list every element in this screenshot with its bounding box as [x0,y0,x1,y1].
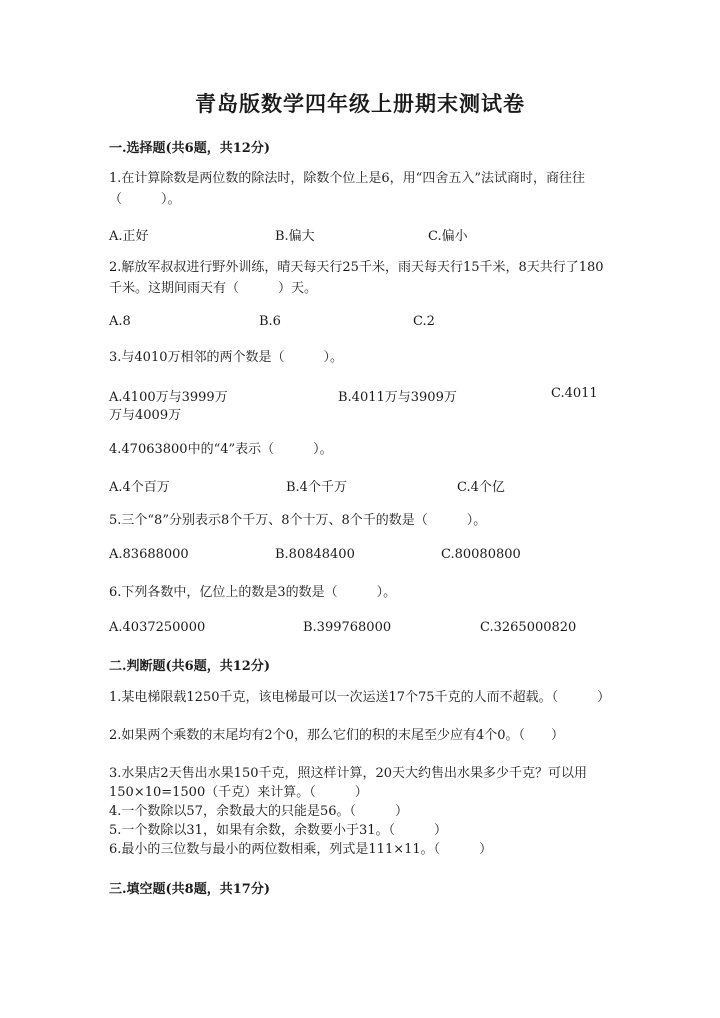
judge-item: 5.一个数除以31，如果有余数，余数要小于31。（ ） [109,823,447,838]
question-text: 2.解放军叔叔进行野外训练，晴天每天行25千米，雨天每天行15千米，8天共行了180千米。这期间雨天有（ ）天。 [109,260,604,296]
option-b: B.偏大 [275,229,315,244]
question-text: 4.47063800中的“4”表示（ ）。 [109,442,333,457]
option-c: C.80080800 [441,547,521,562]
option-c: C.3265000820 [480,620,577,635]
option-c: C.2 [413,314,435,329]
question-text: 3.与4010万相邻的两个数是（ ）。 [109,350,343,365]
section-heading-fill: 三.填空题(共8题，共17分) [109,882,270,897]
section-heading-judge: 二.判断题(共6题，共12分) [109,659,270,674]
option-b: B.80848400 [275,547,355,562]
judge-item: 1.某电梯限载1250千克，该电梯最可以一次运送17个75千克的人而不超载。（ ） [109,690,611,705]
question-text: 6.下列各数中，亿位上的数是3的数是（ ）。 [109,585,397,600]
judge-item: 2.如果两个乘数的末尾均有2个0，那么它们的积的末尾至少应有4个0。（ ） [109,728,564,743]
question-text: 5.三个“8”分别表示8个千万、8个十万、8个千的数是（ ）。 [109,513,487,528]
page-title: 青岛版数学四年级上册期末测试卷 [195,91,525,116]
option-b: B.6 [259,314,281,329]
option-a: A.83688000 [109,547,189,562]
judge-item: 6.最小的三位数与最小的两位数相乘，列式是111×11。（ ） [109,842,493,857]
option-a: A.4037250000 [109,620,206,635]
option-c-continued: 万与4009万 [109,408,182,423]
option-a: A.8 [109,314,131,329]
option-b: B.4个千万 [286,480,347,495]
option-c: C.4个亿 [457,480,505,495]
judge-item: 4.一个数除以57，余数最大的只能是56。（ ） [109,804,408,819]
question-text: 1.在计算除数是两位数的除法时，除数个位上是6，用“四舍五入”法试商时，商往往（ ）。 [109,171,585,207]
option-a: A.4100万与3999万 [109,390,228,405]
option-c: C.偏小 [428,229,468,244]
option-b: B.4011万与3909万 [338,390,457,405]
option-c: C.4011 [551,386,598,401]
option-b: B.399768000 [303,620,392,635]
section-heading-choice: 一.选择题(共6题，共12分) [109,141,270,156]
judge-item: 3.水果店2天售出水果150千克，照这样计算，20天大约售出水果多少千克？可以用150×10=1500（千克）来计算。（ ） [109,766,588,800]
option-a: A.正好 [109,229,149,244]
option-a: A.4个百万 [109,480,170,495]
